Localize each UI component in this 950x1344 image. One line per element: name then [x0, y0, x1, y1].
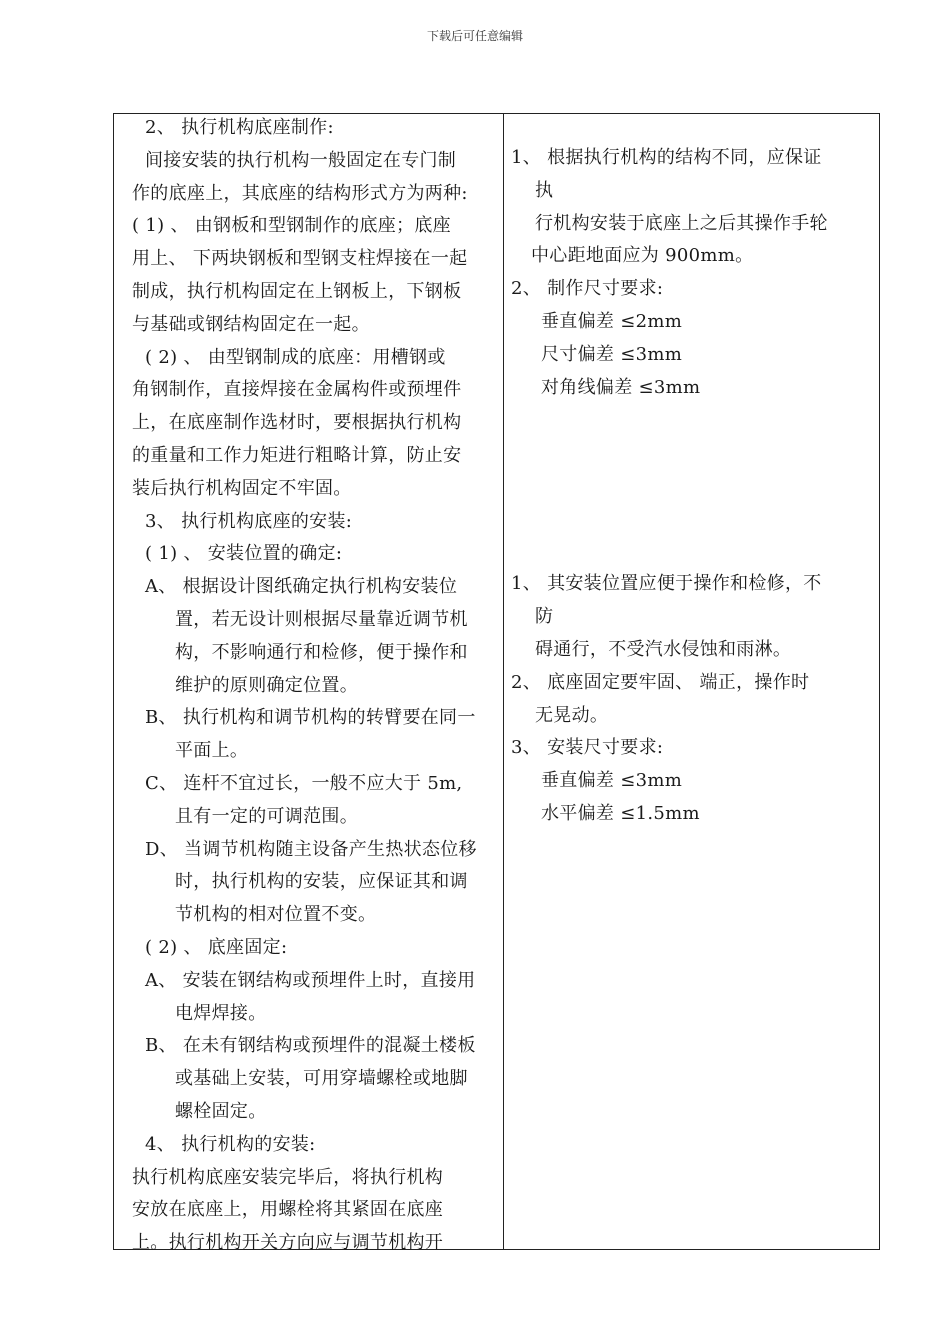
left-column-line: 用上、 下两块钢板和型钢支柱焊接在一起 [132, 248, 468, 270]
left-column-line: 3、 执行机构底座的安装: [145, 510, 353, 532]
right-block-2-line: 垂直偏差 ≤3mm [541, 770, 683, 792]
left-column-line: 角钢制作，直接焊接在金属构件或预埋件 [132, 379, 462, 401]
left-column-line: ( 2) 、 由型钢制成的底座：用槽钢或 [145, 346, 446, 368]
right-block-1-line: 尺寸偏差 ≤3mm [541, 343, 683, 365]
left-column-line: D、 当调节机构随主设备产生热状态位移 [145, 838, 477, 860]
left-column-line: C、 连杆不宜过长，一般不应大于 5m, [145, 772, 463, 794]
left-column-line: 上。执行机构开关方向应与调节机构开 [132, 1232, 444, 1254]
left-column-line: 执行机构底座安装完毕后，将执行机构 [132, 1166, 444, 1188]
left-column-line: 节机构的相对位置不变。 [175, 904, 377, 926]
left-column-line: 或基础上安装，可用穿墙螺栓或地脚 [175, 1068, 468, 1090]
spacer [511, 503, 871, 536]
left-column-line: 螺栓固定。 [175, 1100, 267, 1122]
left-column-line: 作的底座上，其底座的结构形式方为两种: [132, 182, 468, 204]
left-column-line: 上，在底座制作选材时，要根据执行机构 [132, 412, 462, 434]
left-column-line: 装后执行机构固定不牢固。 [132, 477, 352, 499]
left-column-line: 电焊焊接。 [175, 1002, 267, 1024]
left-column-line: 平面上。 [175, 740, 249, 762]
left-column-line: ( 1) 、 由钢板和型钢制作的底座；底座 [132, 215, 451, 237]
left-column [132, 112, 496, 1260]
right-block-1-line: 对角线偏差 ≤3mm [541, 376, 701, 398]
left-column-line: 时，执行机构的安装，应保证其和调 [175, 871, 468, 893]
left-column-line: 4、 执行机构的安装: [145, 1133, 316, 1155]
right-block-2-line: 1、 其安装位置应便于操作和检修，不 [511, 573, 822, 595]
left-column-line: ( 2) 、 底座固定: [145, 936, 288, 958]
left-column-line: 间接安装的执行机构一般固定在专门制 [145, 149, 457, 171]
right-block-1-line: 1、 根据执行机构的结构不同，应保证 [511, 147, 822, 168]
left-column-line: 维护的原则确定位置。 [175, 674, 358, 696]
right-block-2-line: 3、 安装尺寸要求: [511, 737, 664, 759]
right-block-1-line: 执 [535, 179, 554, 201]
left-column-line: A、 安装在钢结构或预埋件上时，直接用 [145, 969, 476, 991]
left-column-line: 安放在底座上，用螺栓将其紧固在底座 [132, 1199, 444, 1221]
left-column-line: 与基础或钢结构固定在一起。 [132, 313, 370, 335]
left-column-line: 制成，执行机构固定在上钢板上，下钢板 [132, 280, 462, 302]
left-column-line: 置，若无设计则根据尽量靠近调节机 [175, 608, 468, 630]
spacer [511, 404, 871, 437]
left-column-line: A、 根据设计图纸确定执行机构安装位 [145, 576, 458, 598]
spacer [511, 536, 871, 569]
left-column-line: B、 在未有钢结构或预埋件的混凝土楼板 [145, 1035, 476, 1057]
right-block-1-line: 中心距地面应为 900mm。 [531, 245, 754, 267]
right-block-1-line: 垂直偏差 ≤2mm [541, 310, 683, 332]
left-column-line: 2、 执行机构底座制作: [145, 117, 334, 138]
left-column-line: 的重量和工作力矩进行粗略计算，防止安 [132, 444, 462, 466]
right-block-2-line: 碍通行，不受汽水侵蚀和雨淋。 [535, 638, 792, 660]
right-block-1-line: 行机构安装于底座上之后其操作手轮 [535, 212, 828, 234]
left-column-line: 构，不影响通行和检修，便于操作和 [175, 641, 468, 663]
right-block-2-line: 水平偏差 ≤1.5mm [541, 802, 700, 824]
right-block-2-line: 2、 底座固定要牢固、 端正，操作时 [511, 671, 810, 693]
right-column [511, 142, 871, 831]
left-column-line: 且有一定的可调范围。 [175, 805, 358, 827]
spacer [511, 437, 871, 470]
spacer [511, 470, 871, 503]
right-block-2-line: 无晃动。 [535, 704, 609, 726]
right-block-2-line: 防 [535, 606, 554, 628]
page-header: 下载后可任意编辑 [426, 29, 523, 43]
left-column-line: B、 执行机构和调节机构的转臂要在同一 [145, 707, 476, 729]
left-column-line: ( 1) 、 安装位置的确定: [145, 543, 343, 565]
right-block-1-line: 2、 制作尺寸要求: [511, 278, 664, 300]
column-divider [503, 113, 504, 1250]
